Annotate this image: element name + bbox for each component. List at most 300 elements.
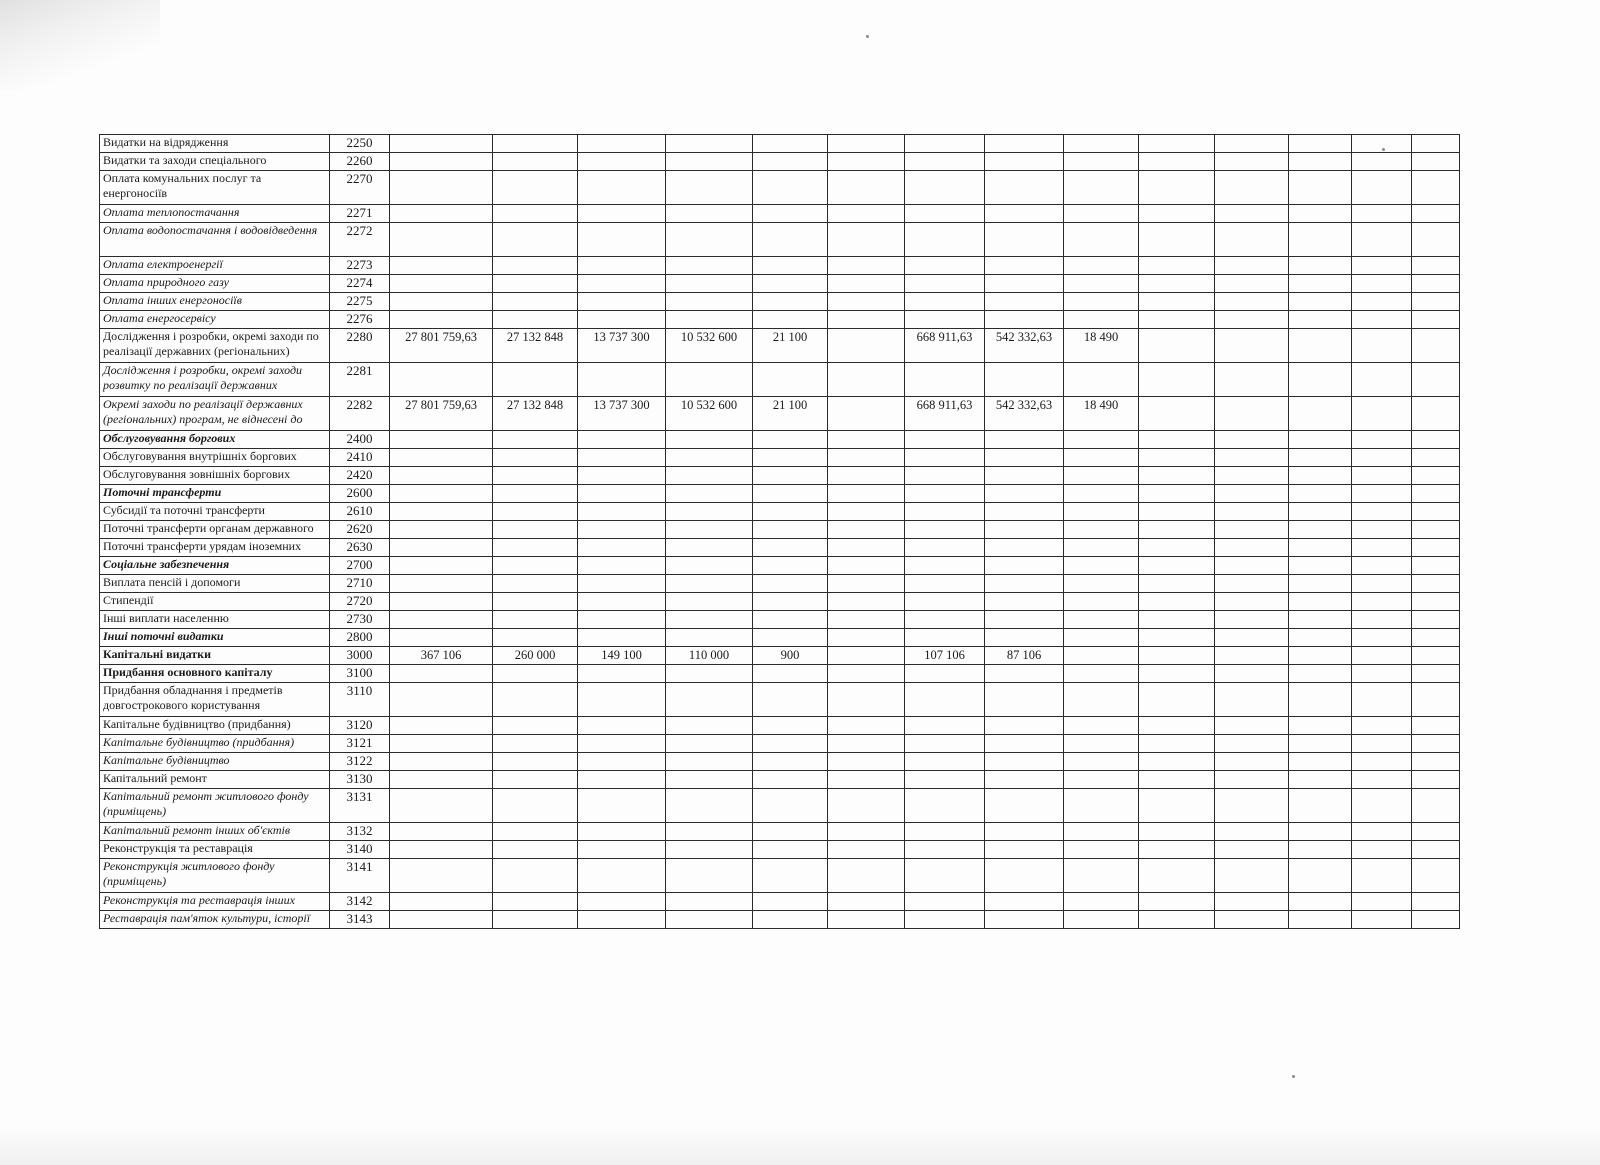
value-cell xyxy=(578,893,666,911)
value-cell xyxy=(1139,611,1215,629)
value-cell xyxy=(1352,611,1412,629)
value-cell xyxy=(1215,311,1289,329)
value-cell xyxy=(1139,665,1215,683)
value-cell xyxy=(828,911,905,929)
value-cell xyxy=(985,431,1064,449)
table-row xyxy=(100,683,1460,717)
value-cell xyxy=(493,153,578,171)
value-cell xyxy=(905,293,985,311)
value-cell xyxy=(1412,363,1460,397)
value-cell xyxy=(753,683,828,717)
value-cell xyxy=(985,257,1064,275)
row-code: 2275 xyxy=(330,293,390,311)
row-code: 3131 xyxy=(330,789,390,823)
value-cell xyxy=(985,629,1064,647)
value-cell xyxy=(1412,735,1460,753)
row-label: Капітальні видатки xyxy=(100,647,330,665)
table-row xyxy=(100,893,1460,911)
value-cell xyxy=(1215,329,1289,363)
value-cell xyxy=(1412,753,1460,771)
value-cell xyxy=(1064,171,1139,205)
value-cell xyxy=(905,893,985,911)
value-cell xyxy=(578,841,666,859)
value-cell xyxy=(1139,171,1215,205)
table-row xyxy=(100,485,1460,503)
value-cell xyxy=(1139,485,1215,503)
value-cell xyxy=(578,293,666,311)
value-cell xyxy=(1215,647,1289,665)
value-cell xyxy=(493,311,578,329)
value-cell: 27 132 848 xyxy=(493,397,578,431)
table-row xyxy=(100,665,1460,683)
value-cell xyxy=(1289,911,1352,929)
row-code: 3000 xyxy=(330,647,390,665)
value-cell xyxy=(1352,275,1412,293)
value-cell xyxy=(753,735,828,753)
table-row xyxy=(100,153,1460,171)
value-cell: 21 100 xyxy=(753,329,828,363)
value-cell xyxy=(493,611,578,629)
value-cell xyxy=(753,717,828,735)
row-label: Оплата водопостачання і водовідведення xyxy=(100,223,330,257)
value-cell xyxy=(666,539,753,557)
value-cell xyxy=(828,629,905,647)
value-cell xyxy=(1215,557,1289,575)
value-cell xyxy=(578,311,666,329)
row-label: Стипендії xyxy=(100,593,330,611)
value-cell xyxy=(1289,893,1352,911)
value-cell xyxy=(985,611,1064,629)
table-row xyxy=(100,503,1460,521)
row-code: 3122 xyxy=(330,753,390,771)
value-cell xyxy=(753,771,828,789)
value-cell xyxy=(828,293,905,311)
value-cell xyxy=(578,911,666,929)
value-cell xyxy=(828,311,905,329)
value-cell xyxy=(985,771,1064,789)
row-label: Видатки та заходи спеціального xyxy=(100,153,330,171)
value-cell xyxy=(1352,665,1412,683)
value-cell xyxy=(1412,893,1460,911)
value-cell xyxy=(753,467,828,485)
value-cell xyxy=(390,431,493,449)
value-cell xyxy=(1289,275,1352,293)
value-cell xyxy=(1139,717,1215,735)
value-cell xyxy=(905,557,985,575)
row-code: 2274 xyxy=(330,275,390,293)
row-code: 3110 xyxy=(330,683,390,717)
value-cell xyxy=(1352,311,1412,329)
value-cell xyxy=(1352,293,1412,311)
value-cell: 668 911,63 xyxy=(905,329,985,363)
row-code: 2270 xyxy=(330,171,390,205)
value-cell xyxy=(905,683,985,717)
value-cell xyxy=(1289,205,1352,223)
value-cell xyxy=(578,521,666,539)
scan-edge-shadow xyxy=(0,0,160,90)
value-cell xyxy=(1412,293,1460,311)
value-cell xyxy=(666,735,753,753)
value-cell xyxy=(905,859,985,893)
value-cell xyxy=(1412,539,1460,557)
value-cell: 107 106 xyxy=(905,647,985,665)
value-cell xyxy=(1139,735,1215,753)
value-cell xyxy=(493,771,578,789)
value-cell xyxy=(1139,467,1215,485)
value-cell xyxy=(1289,467,1352,485)
value-cell xyxy=(828,717,905,735)
value-cell xyxy=(1064,293,1139,311)
value-cell xyxy=(828,171,905,205)
value-cell xyxy=(1139,275,1215,293)
value-cell xyxy=(1352,503,1412,521)
value-cell xyxy=(493,485,578,503)
value-cell xyxy=(666,485,753,503)
value-cell xyxy=(1412,431,1460,449)
table-row xyxy=(100,575,1460,593)
row-label: Поточні трансферти органам державного xyxy=(100,521,330,539)
row-code: 2410 xyxy=(330,449,390,467)
value-cell xyxy=(753,153,828,171)
value-cell xyxy=(828,275,905,293)
value-cell xyxy=(666,311,753,329)
value-cell xyxy=(390,771,493,789)
row-label: Реставрація пам'яток культури, історії xyxy=(100,911,330,929)
value-cell xyxy=(390,275,493,293)
value-cell xyxy=(985,171,1064,205)
value-cell xyxy=(1289,223,1352,257)
value-cell xyxy=(985,683,1064,717)
value-cell xyxy=(828,521,905,539)
value-cell xyxy=(1215,485,1289,503)
value-cell xyxy=(1289,593,1352,611)
value-cell xyxy=(1064,911,1139,929)
value-cell xyxy=(666,557,753,575)
value-cell xyxy=(390,629,493,647)
row-label: Придбання обладнання і предметів довгострокового користування xyxy=(100,683,330,717)
value-cell xyxy=(828,539,905,557)
table-row xyxy=(100,735,1460,753)
value-cell xyxy=(1139,593,1215,611)
value-cell xyxy=(578,823,666,841)
value-cell xyxy=(985,557,1064,575)
row-code: 2700 xyxy=(330,557,390,575)
value-cell xyxy=(1352,431,1412,449)
value-cell xyxy=(1412,575,1460,593)
value-cell: 10 532 600 xyxy=(666,329,753,363)
row-code: 2282 xyxy=(330,397,390,431)
value-cell xyxy=(828,205,905,223)
value-cell xyxy=(1412,275,1460,293)
value-cell xyxy=(1412,717,1460,735)
value-cell xyxy=(828,683,905,717)
row-code: 2630 xyxy=(330,539,390,557)
value-cell xyxy=(493,257,578,275)
value-cell xyxy=(1352,467,1412,485)
value-cell xyxy=(1352,753,1412,771)
value-cell xyxy=(985,521,1064,539)
scan-speck xyxy=(866,35,869,38)
value-cell xyxy=(985,223,1064,257)
value-cell xyxy=(390,223,493,257)
value-cell xyxy=(828,823,905,841)
value-cell xyxy=(985,859,1064,893)
value-cell xyxy=(985,841,1064,859)
value-cell xyxy=(1352,647,1412,665)
value-cell xyxy=(1139,575,1215,593)
value-cell xyxy=(1064,789,1139,823)
value-cell xyxy=(1139,823,1215,841)
value-cell xyxy=(905,823,985,841)
value-cell xyxy=(1289,153,1352,171)
table-row xyxy=(100,611,1460,629)
value-cell: 10 532 600 xyxy=(666,397,753,431)
value-cell xyxy=(493,911,578,929)
value-cell xyxy=(985,205,1064,223)
value-cell: 21 100 xyxy=(753,397,828,431)
row-code: 3141 xyxy=(330,859,390,893)
value-cell xyxy=(1289,789,1352,823)
value-cell xyxy=(905,503,985,521)
value-cell xyxy=(1289,665,1352,683)
value-cell xyxy=(390,683,493,717)
value-cell xyxy=(1064,629,1139,647)
value-cell: 27 801 759,63 xyxy=(390,397,493,431)
value-cell xyxy=(1139,911,1215,929)
value-cell xyxy=(753,135,828,153)
value-cell xyxy=(493,521,578,539)
value-cell xyxy=(390,717,493,735)
table-row xyxy=(100,467,1460,485)
value-cell xyxy=(1215,575,1289,593)
table-row xyxy=(100,449,1460,467)
row-label: Інші поточні видатки xyxy=(100,629,330,647)
value-cell xyxy=(1352,771,1412,789)
value-cell xyxy=(905,539,985,557)
row-code: 2276 xyxy=(330,311,390,329)
value-cell xyxy=(1352,205,1412,223)
value-cell xyxy=(1064,275,1139,293)
table-row xyxy=(100,629,1460,647)
value-cell xyxy=(493,171,578,205)
row-label: Оплата інших енергоносіїв xyxy=(100,293,330,311)
value-cell xyxy=(1215,521,1289,539)
value-cell xyxy=(753,665,828,683)
value-cell xyxy=(1139,223,1215,257)
value-cell xyxy=(1289,557,1352,575)
value-cell: 542 332,63 xyxy=(985,397,1064,431)
value-cell xyxy=(390,171,493,205)
row-code: 2280 xyxy=(330,329,390,363)
value-cell xyxy=(1215,257,1289,275)
value-cell xyxy=(1064,431,1139,449)
value-cell: 149 100 xyxy=(578,647,666,665)
value-cell xyxy=(1289,823,1352,841)
value-cell xyxy=(1412,841,1460,859)
value-cell xyxy=(1289,629,1352,647)
value-cell xyxy=(578,485,666,503)
value-cell: 542 332,63 xyxy=(985,329,1064,363)
value-cell xyxy=(1215,611,1289,629)
value-cell xyxy=(1412,329,1460,363)
value-cell xyxy=(666,717,753,735)
value-cell: 260 000 xyxy=(493,647,578,665)
value-cell xyxy=(578,683,666,717)
value-cell xyxy=(905,629,985,647)
value-cell xyxy=(493,449,578,467)
value-cell xyxy=(1412,397,1460,431)
value-cell xyxy=(493,841,578,859)
value-cell xyxy=(1139,771,1215,789)
value-cell xyxy=(1064,823,1139,841)
value-cell xyxy=(493,223,578,257)
scan-bottom-shadow xyxy=(0,1125,1600,1165)
value-cell xyxy=(390,859,493,893)
value-cell xyxy=(753,823,828,841)
value-cell xyxy=(666,859,753,893)
value-cell xyxy=(578,257,666,275)
value-cell xyxy=(985,893,1064,911)
value-cell xyxy=(1352,893,1412,911)
value-cell xyxy=(1412,593,1460,611)
row-label: Капітальний ремонт інших об'єктів xyxy=(100,823,330,841)
value-cell xyxy=(666,223,753,257)
row-code: 2620 xyxy=(330,521,390,539)
value-cell xyxy=(1215,735,1289,753)
value-cell xyxy=(753,311,828,329)
value-cell xyxy=(1352,557,1412,575)
value-cell xyxy=(390,135,493,153)
row-label: Придбання основного капіталу xyxy=(100,665,330,683)
value-cell xyxy=(666,449,753,467)
value-cell xyxy=(828,449,905,467)
value-cell xyxy=(1064,683,1139,717)
value-cell xyxy=(1352,449,1412,467)
value-cell xyxy=(753,223,828,257)
value-cell xyxy=(1352,575,1412,593)
value-cell xyxy=(1412,665,1460,683)
value-cell xyxy=(390,841,493,859)
value-cell xyxy=(1215,539,1289,557)
value-cell xyxy=(753,503,828,521)
value-cell xyxy=(666,823,753,841)
value-cell xyxy=(1412,257,1460,275)
value-cell xyxy=(1215,153,1289,171)
value-cell xyxy=(493,275,578,293)
row-label: Оплата теплопостачання xyxy=(100,205,330,223)
value-cell xyxy=(1064,893,1139,911)
row-code: 2272 xyxy=(330,223,390,257)
value-cell: 110 000 xyxy=(666,647,753,665)
value-cell xyxy=(1215,823,1289,841)
table-row xyxy=(100,647,1460,665)
value-cell xyxy=(1289,503,1352,521)
value-cell xyxy=(390,521,493,539)
value-cell xyxy=(666,753,753,771)
value-cell xyxy=(1139,449,1215,467)
value-cell xyxy=(1412,205,1460,223)
value-cell xyxy=(1352,539,1412,557)
table-row xyxy=(100,397,1460,431)
value-cell xyxy=(493,431,578,449)
value-cell xyxy=(578,449,666,467)
value-cell xyxy=(1352,223,1412,257)
value-cell xyxy=(390,735,493,753)
value-cell xyxy=(493,293,578,311)
value-cell xyxy=(1064,859,1139,893)
value-cell xyxy=(1139,789,1215,823)
value-cell xyxy=(753,557,828,575)
value-cell xyxy=(578,275,666,293)
value-cell xyxy=(1352,329,1412,363)
value-cell xyxy=(1289,485,1352,503)
table-row xyxy=(100,717,1460,735)
value-cell xyxy=(828,135,905,153)
row-label: Видатки на відрядження xyxy=(100,135,330,153)
value-cell xyxy=(753,431,828,449)
row-label: Окремі заходи по реалізації державних (регіональних) програм, не віднесені до xyxy=(100,397,330,431)
table-row xyxy=(100,329,1460,363)
value-cell xyxy=(1139,293,1215,311)
value-cell xyxy=(1215,293,1289,311)
value-cell xyxy=(666,521,753,539)
table-row xyxy=(100,521,1460,539)
value-cell xyxy=(1139,841,1215,859)
value-cell xyxy=(493,363,578,397)
value-cell xyxy=(578,557,666,575)
value-cell xyxy=(1139,257,1215,275)
value-cell xyxy=(985,665,1064,683)
value-cell xyxy=(1352,911,1412,929)
table-row xyxy=(100,275,1460,293)
value-cell xyxy=(1352,485,1412,503)
value-cell xyxy=(578,205,666,223)
value-cell xyxy=(905,275,985,293)
table-row xyxy=(100,789,1460,823)
value-cell xyxy=(753,911,828,929)
value-cell xyxy=(1289,841,1352,859)
value-cell xyxy=(666,293,753,311)
value-cell xyxy=(905,789,985,823)
value-cell xyxy=(578,735,666,753)
value-cell xyxy=(1352,841,1412,859)
value-cell xyxy=(985,363,1064,397)
value-cell xyxy=(828,665,905,683)
value-cell xyxy=(985,753,1064,771)
value-cell xyxy=(493,859,578,893)
value-cell xyxy=(828,557,905,575)
table-row xyxy=(100,363,1460,397)
value-cell xyxy=(828,467,905,485)
value-cell xyxy=(985,823,1064,841)
value-cell xyxy=(828,575,905,593)
value-cell: 27 801 759,63 xyxy=(390,329,493,363)
value-cell xyxy=(578,771,666,789)
value-cell xyxy=(905,735,985,753)
value-cell xyxy=(1289,363,1352,397)
value-cell xyxy=(1412,789,1460,823)
value-cell xyxy=(753,293,828,311)
table-row xyxy=(100,593,1460,611)
value-cell xyxy=(905,135,985,153)
value-cell xyxy=(390,911,493,929)
row-label: Реконструкція та реставрація xyxy=(100,841,330,859)
table-row xyxy=(100,171,1460,205)
value-cell xyxy=(1064,467,1139,485)
value-cell xyxy=(1064,611,1139,629)
value-cell xyxy=(578,153,666,171)
value-cell xyxy=(985,503,1064,521)
